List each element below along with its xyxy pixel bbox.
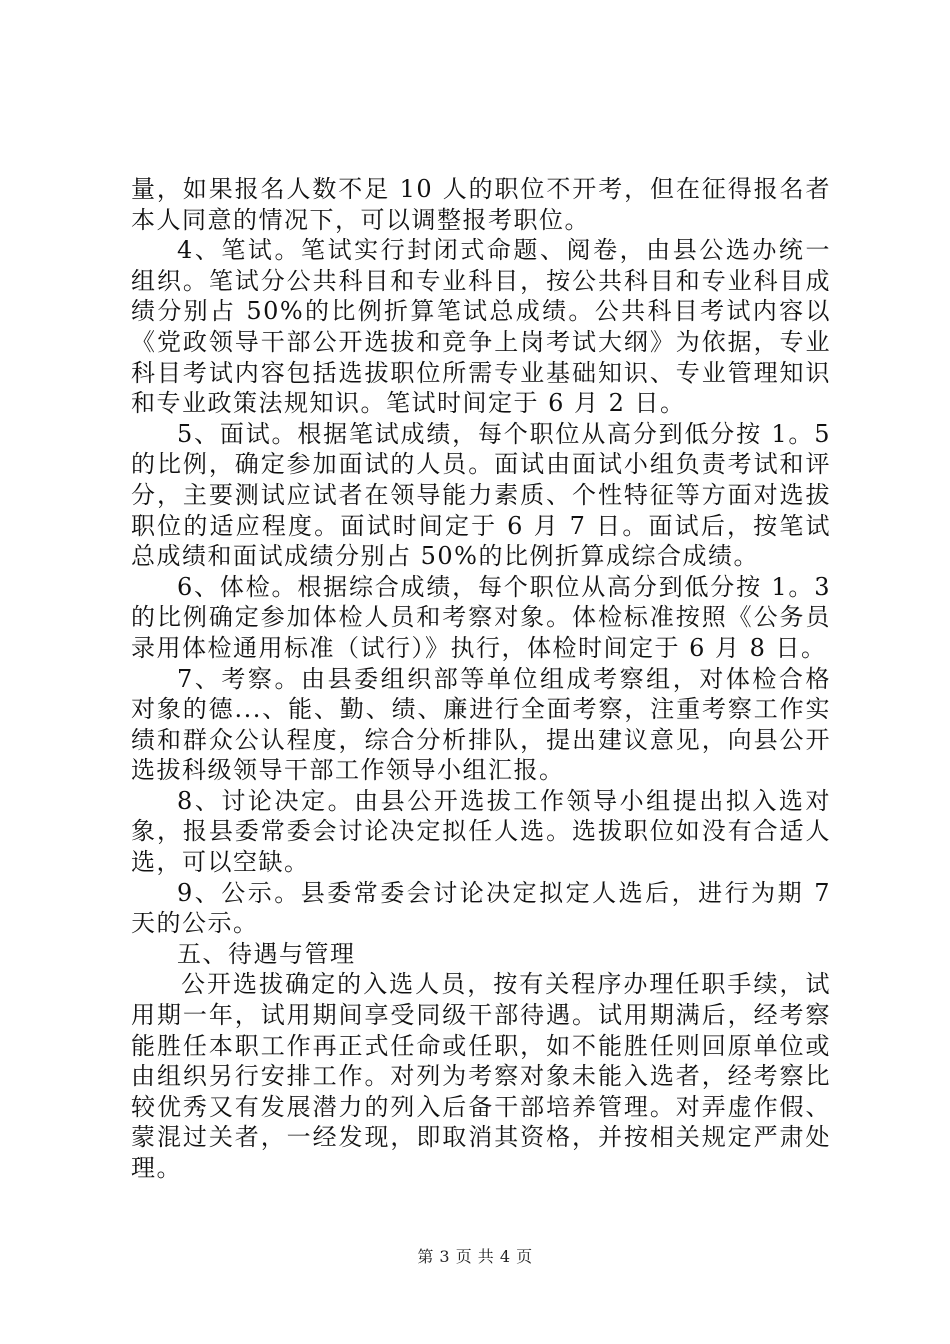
paragraph-inspection: 7、考察。由县委组织部等单位组成考察组，对体检合格对象的德...、能、勤、绩、廉进行全面考察，注重考察工作实绩和群众公认程度，综合分析排队，提出建议意见，向县公开选拔科级领导干部工作领导小组汇报。: [131, 664, 831, 785]
page-footer: 第 3 页 共 4 页: [417, 1247, 533, 1266]
paragraph-publicity: 9、公示。县委常委会讨论决定拟定人选后，进行为期 7 天的公示。: [131, 878, 831, 938]
document-body: [131, 174, 831, 1184]
paragraph-continuation: 量，如果报名人数不足 10 人的职位不开考，但在征得报名者本人同意的情况下，可以调整报考职位。: [131, 175, 831, 234]
paragraph-treatment: 公开选拔确定的入选人员，按有关程序办理任职手续，试用期一年，试用期间享受同级干部待遇。试用期满后，经考察能胜任本职工作再正式任命或任职，如不能胜任则回原单位或由组织另行安排工作。对列为考察对象未能入选者，经考察比较优秀又有发展潜力的列入后备干部培养管理。对弄虚作假、蒙混过关者，一经发现，即取消其资格，并按相关规定严肃处理。: [131, 970, 831, 1182]
section-heading: 五、待遇与管理: [177, 939, 356, 968]
paragraph-physical-exam: 6、体检。根据综合成绩，每个职位从高分到低分按 1。3 的比例确定参加体检人员和考察对象。体检标准按照《公务员录用体检通用标准（试行）》执行，体检时间定于 6 月 8 日。: [131, 572, 831, 662]
paragraph-written-exam: 4、笔试。笔试实行封闭式命题、阅卷，由县公选办统一组织。笔试分公共科目和专业科目，按公共科目和专业科目成绩分别占 50%的比例折算笔试总成绩。公共科目考试内容以《党政领导干部公开选拔和竞争上岗考试大纲》为依据，专业科目考试内容包括选拔职位所需专业基础知识、专业管理知识和专业政策法规知识。笔试时间定于 6 月 2 日。: [131, 236, 831, 418]
paragraph-interview: 5、面试。根据笔试成绩，每个职位从高分到低分按 1。5 的比例，确定参加面试的人员。面试由面试小组负责考试和评分，主要测试应试者在领导能力素质、个性特征等方面对选拔职位的适应程度。面试时间定于 6 月 7 日。面试后，按笔试总成绩和面试成绩分别占 50%的比例折算成综合成绩。: [131, 419, 831, 571]
paragraph-decision: 8、讨论决定。由县公开选拔工作领导小组提出拟入选对象，报县委常委会讨论决定拟任人选。选拔职位如没有合适人选，可以空缺。: [131, 786, 831, 877]
